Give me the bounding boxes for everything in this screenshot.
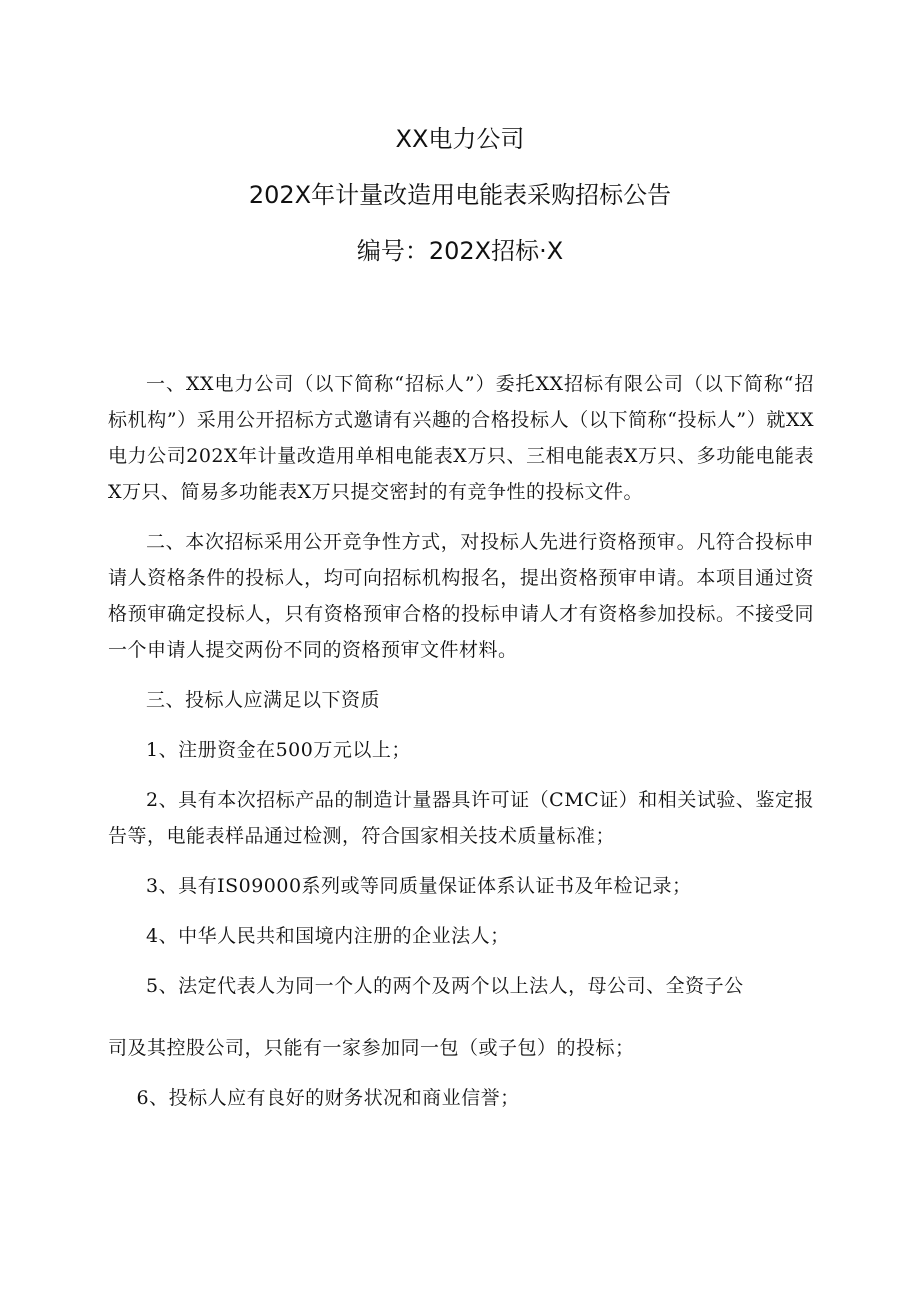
requirement-item-4: 4、中华人民共和国境内注册的企业法人； bbox=[146, 925, 510, 947]
company-title: XX电力公司 bbox=[395, 125, 525, 153]
document-number: 编号：202X招标·X bbox=[356, 237, 564, 265]
requirement-item-3: 3、具有IS09000系列或等同质量保证体系认证书及年检记录； bbox=[146, 875, 692, 897]
paragraph-1: 一、XX电力公司（以下简称“招标人”）委托XX招标有限公司（以下简称“招标机构”）采用公开招标方式邀请有兴趣的合格投标人（以下简称“投标人”）就XX电力公司202X年计量改造用单相电能表X万只、三相电能表X万只、多功能电能表X万只、简易多功能表X万只提交密封的有竞争性的投标文件。 bbox=[108, 373, 814, 503]
announcement-title: 202X年计量改造用电能表采购招标公告 bbox=[248, 181, 672, 209]
requirement-item-1: 1、注册资金在500万元以上； bbox=[146, 739, 411, 761]
requirement-item-5: 5、法定代表人为同一个人的两个及两个以上法人，母公司、全资子公 bbox=[146, 975, 744, 997]
document-body bbox=[108, 366, 814, 1130]
paragraph-3-heading: 三、投标人应满足以下资质 bbox=[146, 689, 381, 711]
requirement-item-6: 6、投标人应有良好的财务状况和商业信誉； bbox=[136, 1087, 520, 1109]
title-block bbox=[0, 124, 920, 292]
paragraph-2: 二、本次招标采用公开竞争性方式，对投标人先进行资格预审。凡符合投标申请人资格条件的投标人，均可向招标机构报名，提出资格预审申请。本项目通过资格预审确定投标人，只有资格预审合格的投标申请人才有资格参加投标。不接受同一个申请人提交两份不同的资格预审文件材料。 bbox=[108, 531, 814, 661]
requirement-item-2: 2、具有本次招标产品的制造计量器具许可证（CMC证）和相关试验、鉴定报告等，电能表样品通过检测，符合国家相关技术质量标准； bbox=[108, 789, 814, 847]
requirement-item-5-continued: 司及其控股公司，只能有一家参加同一包（或子包）的投标； bbox=[108, 1037, 635, 1059]
